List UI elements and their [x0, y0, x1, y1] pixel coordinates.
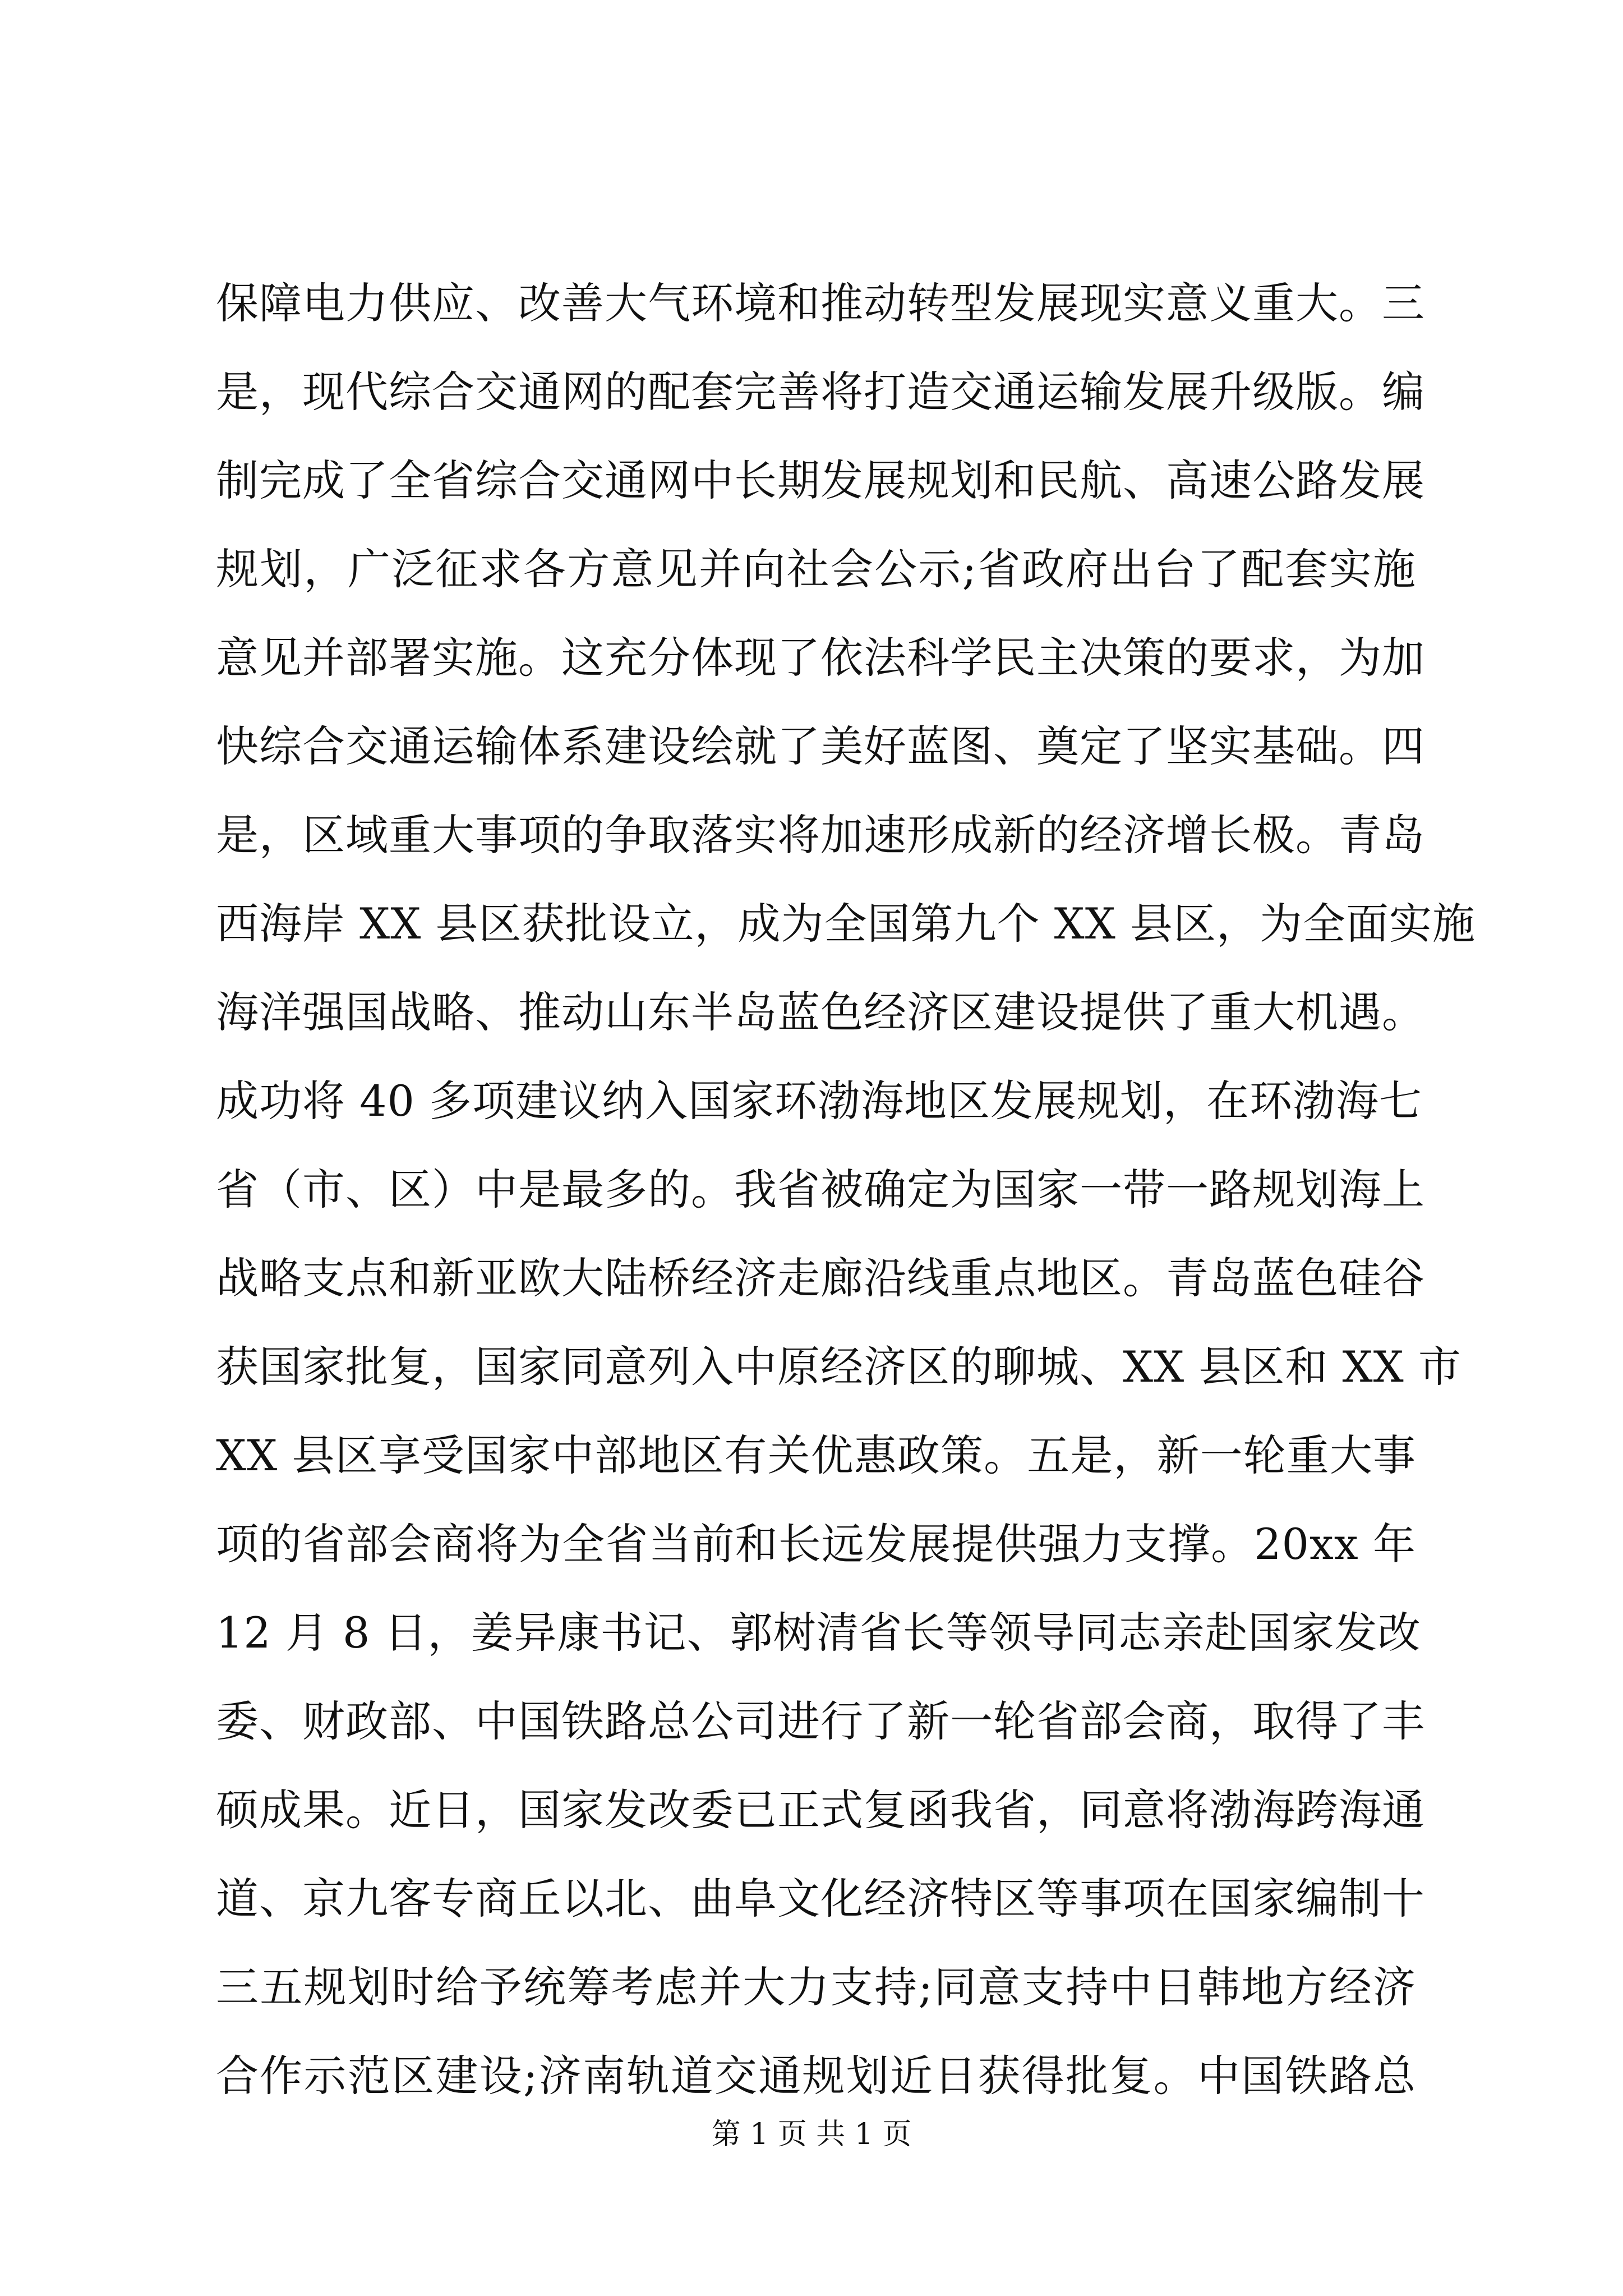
text-line-7: 是，区域重大事项的争取落实将加速形成新的经济增长极。青岛	[216, 810, 1425, 860]
text-line-2: 是，现代综合交通网的配套完善将打造交通运输发展升级版。编	[216, 367, 1425, 417]
text-line-8: 西海岸 XX 县区获批设立，成为全国第九个 XX 县区，为全面实施	[216, 899, 1476, 949]
text-line-13: 获国家批复，国家同意列入中原经济区的聊城、XX 县区和 XX 市	[216, 1342, 1461, 1392]
text-line-16: 12 月 8 日，姜异康书记、郭树清省长等领导同志亲赴国家发改	[216, 1608, 1421, 1658]
body-text	[216, 259, 1476, 2120]
text-line-17: 委、财政部、中国铁路总公司进行了新一轮省部会商，取得了丰	[216, 1696, 1425, 1746]
page-number-label: 第 1 页 共 1 页	[711, 2118, 912, 2151]
text-line-5: 意见并部署实施。这充分体现了依法科学民主决策的要求，为加	[216, 633, 1425, 683]
text-line-12: 战略支点和新亚欧大陆桥经济走廊沿线重点地区。青岛蓝色硅谷	[216, 1253, 1425, 1303]
text-line-19: 道、京九客专商丘以北、曲阜文化经济特区等事项在国家编制十	[216, 1874, 1425, 1924]
text-line-14: XX 县区享受国家中部地区有关优惠政策。五是，新一轮重大事	[216, 1430, 1416, 1480]
text-line-3: 制完成了全省综合交通网中长期发展规划和民航、高速公路发展	[216, 455, 1425, 505]
text-line-6: 快综合交通运输体系建设绘就了美好蓝图、奠定了坚实基础。四	[216, 721, 1425, 771]
page-footer	[0, 2115, 1623, 2154]
text-line-11: 省（市、区）中是最多的。我省被确定为国家一带一路规划海上	[216, 1165, 1425, 1214]
text-line-15: 项的省部会商将为全省当前和长远发展提供强力支撑。20xx 年	[216, 1519, 1416, 1569]
text-line-9: 海洋强国战略、推动山东半岛蓝色经济区建设提供了重大机遇。	[216, 987, 1425, 1037]
text-line-20: 三五规划时给予统筹考虑并大力支持;同意支持中日韩地方经济	[216, 1962, 1416, 2012]
text-line-1: 保障电力供应、改善大气环境和推动转型发展现实意义重大。三	[216, 278, 1425, 328]
text-line-18: 硕成果。近日，国家发改委已正式复函我省，同意将渤海跨海通	[216, 1785, 1425, 1835]
text-line-21: 合作示范区建设;济南轨道交通规划近日获得批复。中国铁路总	[216, 2051, 1416, 2101]
text-line-4: 规划，广泛征求各方意见并向社会公示;省政府出台了配套实施	[216, 544, 1416, 594]
text-line-10: 成功将 40 多项建议纳入国家环渤海地区发展规划，在环渤海七	[216, 1076, 1423, 1126]
